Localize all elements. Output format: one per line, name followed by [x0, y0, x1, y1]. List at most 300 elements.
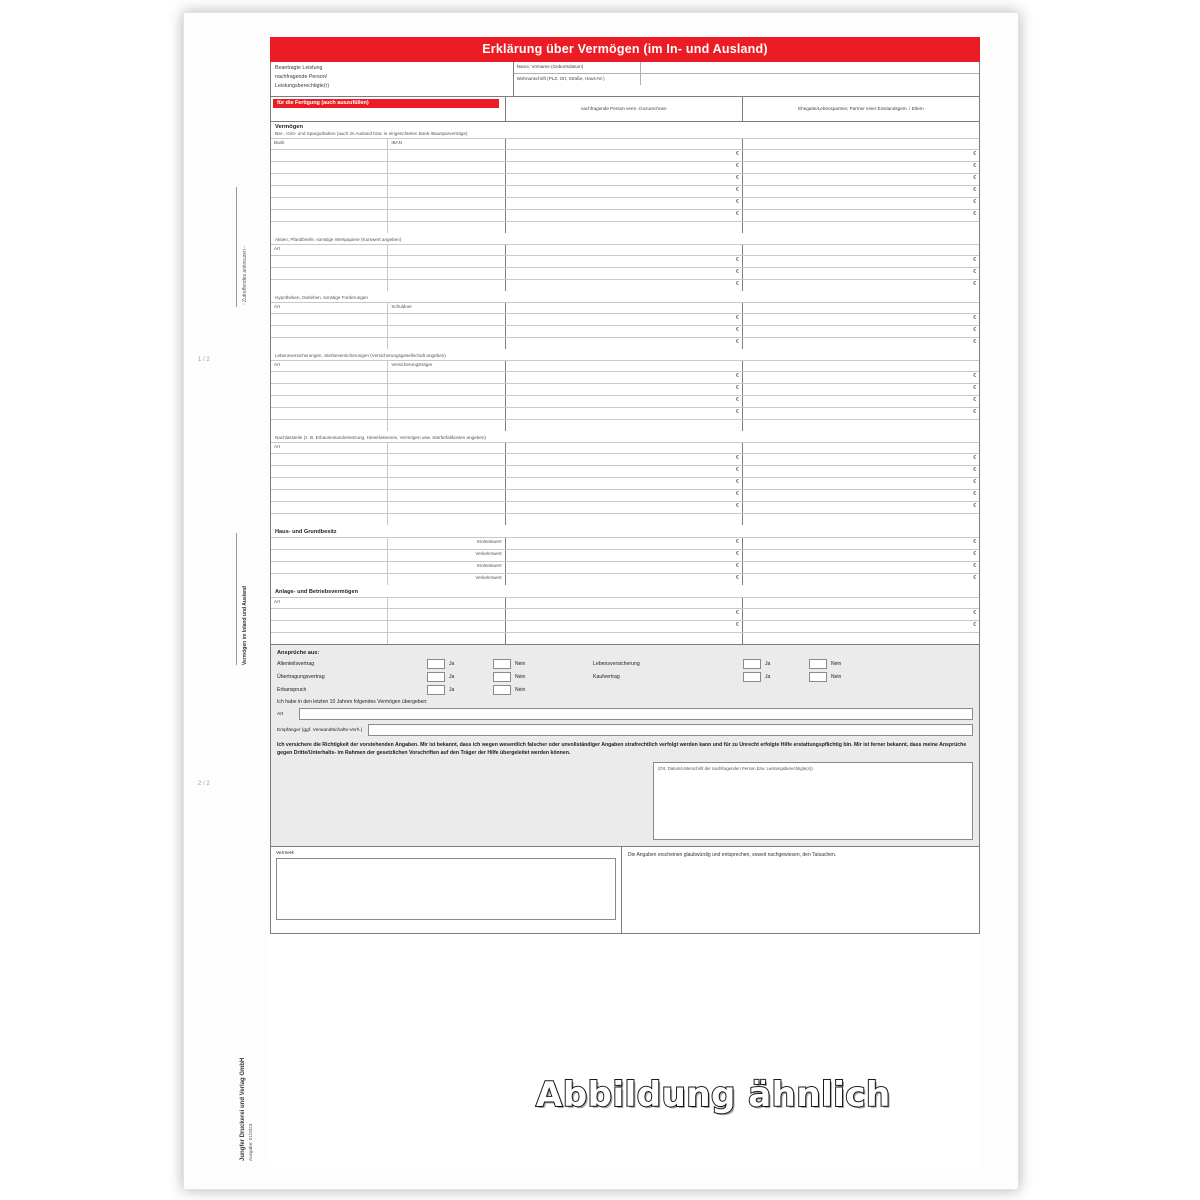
- group-0-head-c3: [742, 139, 979, 149]
- row-label: Verkehrswert: [475, 551, 502, 557]
- cell-a[interactable]: [271, 372, 388, 383]
- cell-amount-partner[interactable]: [742, 454, 979, 465]
- euro-sign-icon: €: [736, 314, 739, 321]
- group-0-colheads: [271, 138, 979, 149]
- euro-sign-icon: €: [973, 538, 976, 545]
- group-1-colheads: [271, 244, 979, 255]
- cell-b[interactable]: [388, 633, 504, 644]
- table-row[interactable]: [271, 371, 979, 383]
- cell-amount-person[interactable]: [505, 280, 742, 291]
- cell-a[interactable]: [271, 314, 388, 325]
- checkbox-altenteilsvertrag-nein[interactable]: [493, 659, 511, 669]
- cell-amount-person[interactable]: [505, 408, 742, 419]
- cell-a[interactable]: [271, 326, 388, 337]
- euro-sign-icon: €: [736, 256, 739, 263]
- checkbox-kaufvertrag-nein[interactable]: [809, 672, 827, 682]
- checkbox-label-nein: Nein: [515, 687, 526, 694]
- euro-sign-icon: €: [736, 150, 739, 157]
- claim-row-uebertragungsvertrag: [277, 672, 973, 682]
- cell-amount-partner[interactable]: [742, 550, 979, 561]
- cell-amount-partner[interactable]: [742, 314, 979, 325]
- table-row[interactable]: [271, 537, 979, 549]
- side-text-edition: Ausgabe: 01/2023: [248, 1123, 253, 1161]
- euro-sign-icon: €: [973, 609, 976, 616]
- group-4-colheads: [271, 442, 979, 453]
- transfer-art-row: [277, 708, 973, 720]
- euro-sign-icon: €: [973, 338, 976, 345]
- form-body: [270, 37, 980, 1167]
- cell-amount-partner[interactable]: [742, 490, 979, 501]
- euro-sign-icon: €: [736, 338, 739, 345]
- group-4-head-c3: [742, 443, 979, 453]
- checkbox-kaufvertrag-ja[interactable]: [743, 672, 761, 682]
- recipient-caption: Empfänger (ggf. Verwandtschafts-Verh.): [277, 727, 363, 733]
- cell-b[interactable]: [388, 280, 504, 291]
- cell-amount-person[interactable]: [505, 562, 742, 573]
- cell-b[interactable]: [388, 198, 504, 209]
- checkbox-uebertragungsvertrag-nein[interactable]: [493, 672, 511, 682]
- claim-row-erbanspruch: [277, 685, 973, 695]
- group-4-head-c2: [505, 443, 742, 453]
- cell-b[interactable]: [388, 268, 504, 279]
- euro-sign-icon: €: [736, 490, 739, 497]
- cell-a[interactable]: [271, 514, 388, 525]
- euro-sign-icon: €: [736, 478, 739, 485]
- group-2-head-c3: [742, 303, 979, 313]
- cell-amount-person[interactable]: [505, 326, 742, 337]
- cell-a[interactable]: [271, 454, 388, 465]
- table-row[interactable]: [271, 173, 979, 185]
- cell-amount-person[interactable]: [505, 550, 742, 561]
- table-row[interactable]: [271, 407, 979, 419]
- cell-b[interactable]: [388, 384, 504, 395]
- cell-amount-partner[interactable]: [742, 384, 979, 395]
- euro-sign-icon: €: [973, 150, 976, 157]
- group-2-col-b: Schuldner: [391, 304, 412, 310]
- claim-label-r0: Lebensversicherung: [593, 660, 640, 667]
- cell-amount-partner[interactable]: [742, 538, 979, 549]
- table-row[interactable]: [271, 255, 979, 267]
- signature-left-spacer: [277, 762, 653, 840]
- cell-amount-person[interactable]: [505, 633, 742, 644]
- cell-b[interactable]: [388, 621, 504, 632]
- cell-amount-person[interactable]: [505, 396, 742, 407]
- cell-amount-person[interactable]: [505, 420, 742, 431]
- cell-amount-person[interactable]: [505, 454, 742, 465]
- cell-amount-partner[interactable]: [742, 256, 979, 267]
- cell-a[interactable]: [271, 210, 388, 221]
- checkbox-erbanspruch-ja[interactable]: [427, 685, 445, 695]
- header-field-name-input[interactable]: [640, 62, 979, 73]
- cell-a[interactable]: [271, 186, 388, 197]
- cell-amount-partner[interactable]: [742, 162, 979, 173]
- header-fields: [513, 62, 979, 96]
- cell-amount-partner[interactable]: [742, 420, 979, 431]
- cell-a[interactable]: [271, 268, 388, 279]
- red-tag-cell: [271, 97, 505, 121]
- group-0-col-a: Bank: [271, 139, 388, 149]
- euro-sign-icon: €: [736, 408, 739, 415]
- cell-a[interactable]: [271, 562, 388, 573]
- row-label: Einheitswert: [477, 563, 502, 569]
- cell-a[interactable]: [271, 150, 388, 161]
- group-6-head-c2: [505, 598, 742, 608]
- cell-b[interactable]: [388, 514, 504, 525]
- cell-b[interactable]: [388, 186, 504, 197]
- cell-amount-person[interactable]: [505, 338, 742, 349]
- footer-vermerk-caption: Vermerk: [276, 850, 294, 856]
- table-row[interactable]: [271, 501, 979, 513]
- cell-amount-person[interactable]: [505, 502, 742, 513]
- cell-b[interactable]: [388, 420, 504, 431]
- cell-a[interactable]: [271, 420, 388, 431]
- table-row[interactable]: [271, 337, 979, 349]
- table-row[interactable]: [271, 465, 979, 477]
- group-6-head-c3: [742, 598, 979, 608]
- cell-b[interactable]: [388, 222, 504, 233]
- side-text-publisher: Jungfer Druckerei und Verlag GmbH: [240, 1057, 246, 1161]
- cell-amount-person[interactable]: [505, 174, 742, 185]
- euro-sign-icon: €: [973, 198, 976, 205]
- cell-amount-partner[interactable]: [742, 562, 979, 573]
- cell-b[interactable]: [388, 454, 504, 465]
- cell-amount-partner[interactable]: [742, 502, 979, 513]
- cell-a[interactable]: [271, 280, 388, 291]
- claim-label-r1: Kaufvertrag: [593, 674, 620, 680]
- cell-amount-person[interactable]: [505, 466, 742, 477]
- checkbox-label-ja: Ja: [765, 674, 771, 680]
- euro-sign-icon: €: [736, 162, 739, 169]
- cell-amount-partner[interactable]: [742, 609, 979, 620]
- table-row[interactable]: [271, 149, 979, 161]
- column-header-person-label: nachfragende Person verm.-/zuzurechnen: [580, 105, 667, 111]
- group-2-col-a: Art: [271, 303, 388, 313]
- group-heading-6: Anlage- und Betriebsvermögen: [275, 588, 358, 595]
- euro-sign-icon: €: [973, 384, 976, 391]
- euro-sign-icon: €: [736, 538, 739, 545]
- claim-label-0: Altenteilsvertrag: [277, 660, 315, 667]
- table-row[interactable]: [271, 513, 979, 525]
- cell-amount-person[interactable]: [505, 621, 742, 632]
- euro-sign-icon: €: [973, 562, 976, 569]
- cell-amount-partner[interactable]: [742, 621, 979, 632]
- cell-amount-partner[interactable]: [742, 268, 979, 279]
- header-field-address-input[interactable]: [640, 74, 979, 85]
- table-row[interactable]: [271, 383, 979, 395]
- cell-amount-person[interactable]: [505, 538, 742, 549]
- table-row[interactable]: [271, 161, 979, 173]
- euro-sign-icon: €: [736, 198, 739, 205]
- cell-a[interactable]: [271, 174, 388, 185]
- cell-a[interactable]: [271, 633, 388, 644]
- cell-amount-partner[interactable]: [742, 222, 979, 233]
- watermark-label: Abbildung ähnlich: [536, 1075, 891, 1115]
- euro-sign-icon: €: [736, 372, 739, 379]
- table-row[interactable]: [271, 221, 979, 233]
- table-row[interactable]: [271, 209, 979, 221]
- euro-sign-icon: €: [973, 454, 976, 461]
- group-0-col-b: IBAN: [391, 140, 403, 146]
- cell-amount-partner[interactable]: [742, 408, 979, 419]
- cell-b[interactable]: [388, 150, 504, 161]
- cell-a[interactable]: [271, 502, 388, 513]
- euro-sign-icon: €: [973, 314, 976, 321]
- header-field-address[interactable]: [514, 74, 979, 85]
- cell-amount-partner[interactable]: [742, 633, 979, 644]
- euro-sign-icon: €: [973, 408, 976, 415]
- column-header-person: [505, 97, 742, 121]
- group-3-head-c2: [505, 361, 742, 371]
- cell-b[interactable]: [388, 256, 504, 267]
- cell-b[interactable]: [388, 502, 504, 513]
- group-4-col-b: [388, 443, 504, 453]
- cell-b[interactable]: [388, 210, 504, 221]
- cell-amount-partner[interactable]: [742, 466, 979, 477]
- euro-sign-icon: €: [736, 621, 739, 628]
- claims-block: [270, 645, 980, 847]
- cell-amount-person[interactable]: [505, 268, 742, 279]
- table-row[interactable]: [271, 313, 979, 325]
- euro-sign-icon: €: [736, 326, 739, 333]
- checkbox-label-ja: Ja: [449, 687, 455, 694]
- group-1-head-c2: [505, 245, 742, 255]
- table-row[interactable]: [271, 185, 979, 197]
- euro-sign-icon: €: [973, 466, 976, 473]
- cell-a[interactable]: [271, 478, 388, 489]
- euro-sign-icon: €: [973, 162, 976, 169]
- cell-amount-person[interactable]: [505, 162, 742, 173]
- cell-b[interactable]: [388, 490, 504, 501]
- checkbox-label-ja: Ja: [449, 660, 455, 667]
- table-row[interactable]: [271, 325, 979, 337]
- cell-amount-partner[interactable]: [742, 338, 979, 349]
- cell-amount-person[interactable]: [505, 210, 742, 221]
- cell-amount-person[interactable]: [505, 609, 742, 620]
- group-3-col-a: Art: [271, 361, 388, 371]
- cell-amount-person[interactable]: [505, 256, 742, 267]
- table-row[interactable]: [271, 279, 979, 291]
- checkbox-altenteilsvertrag-ja[interactable]: [427, 659, 445, 669]
- cell-amount-partner[interactable]: [742, 198, 979, 209]
- cell-amount-person[interactable]: [505, 150, 742, 161]
- group-0-head-c2: [505, 139, 742, 149]
- cell-amount-person[interactable]: [505, 222, 742, 233]
- cell-amount-person[interactable]: [505, 478, 742, 489]
- group-4-col-a: Art: [271, 443, 388, 453]
- cell-a[interactable]: [271, 538, 388, 549]
- euro-sign-icon: €: [973, 186, 976, 193]
- group-6-col-b: [388, 598, 504, 608]
- euro-sign-icon: €: [973, 396, 976, 403]
- cell-amount-partner[interactable]: [742, 210, 979, 221]
- checkbox-lebensversicherung-nein[interactable]: [809, 659, 827, 669]
- transfer-art-caption: Art: [277, 711, 284, 717]
- table-row[interactable]: [271, 477, 979, 489]
- group-6-col-a: Art: [271, 598, 388, 608]
- cell-b[interactable]: [388, 338, 504, 349]
- euro-sign-icon: €: [736, 268, 739, 275]
- table-row[interactable]: [271, 561, 979, 573]
- euro-sign-icon: €: [973, 372, 976, 379]
- claim-label-1: Übertragungsvertrag: [277, 674, 325, 680]
- group-heading-0: Bar-, Giro- und Sparguthaben (auch im Ausland bzw. in eingerichteten Bank-/Bausparverträge): [275, 130, 468, 136]
- recipient-row: [277, 724, 973, 736]
- cell-b[interactable]: [388, 478, 504, 489]
- cell-a[interactable]: [271, 490, 388, 501]
- group-3-col-b: Versicherungsträger: [391, 362, 433, 368]
- cell-a[interactable]: [271, 222, 388, 233]
- cell-a[interactable]: [271, 162, 388, 173]
- header-block: [270, 62, 980, 97]
- cell-a[interactable]: [271, 550, 388, 561]
- table-row[interactable]: [271, 620, 979, 632]
- cell-a[interactable]: [271, 338, 388, 349]
- side-rule-middle: [236, 533, 237, 665]
- euro-sign-icon: €: [736, 466, 739, 473]
- cell-amount-partner[interactable]: [742, 326, 979, 337]
- column-header-partner-label: Ehegatte/Lebenspartner, Partner einer Einstandsgem. / Eltern: [798, 105, 924, 111]
- table-row[interactable]: [271, 489, 979, 501]
- cell-b[interactable]: [388, 174, 504, 185]
- table-row[interactable]: [271, 419, 979, 431]
- euro-sign-icon: €: [736, 280, 739, 287]
- row-label: Verkehrswert: [475, 575, 502, 581]
- table-row[interactable]: [271, 197, 979, 209]
- paper-inner: [184, 13, 1018, 1189]
- cell-amount-partner[interactable]: [742, 574, 979, 585]
- group-1-col-b: [388, 245, 504, 255]
- table-row[interactable]: [271, 395, 979, 407]
- column-header-row: [270, 97, 980, 122]
- euro-sign-icon: €: [736, 562, 739, 569]
- cell-a[interactable]: [271, 198, 388, 209]
- transfer-note: Ich habe in den letzten 10 Jahren folgendes Vermögen übergeben:: [277, 699, 428, 706]
- group-heading-5: Haus- und Grundbesitz: [275, 528, 337, 535]
- transfer-art-input[interactable]: [299, 708, 973, 720]
- cell-b[interactable]: [388, 408, 504, 419]
- side-rule-top: [236, 187, 237, 307]
- euro-sign-icon: €: [736, 210, 739, 217]
- checkbox-lebensversicherung-ja[interactable]: [743, 659, 761, 669]
- declaration-text: Ich versichere die Richtigkeit der vorstehenden Angaben. Mir ist bekannt, dass ich wegen wesentlich falscher oder unvollständiger Angaben strafrechtlich verfolgt werden kann und für zu Unrecht erfolgte Hilfe erstattungspflichtig bin. Mir ist ferner bekannt, dass meine Ansprüche gegen Dritte/Unterhalts- im Rahmen der gesetzlichen Vorschriften auf den Träger der Hilfe übergeleitet werden können.: [277, 742, 967, 757]
- group-3-head-c3: [742, 361, 979, 371]
- footer-vermerk-field[interactable]: [276, 858, 616, 920]
- cell-a[interactable]: [271, 574, 388, 585]
- euro-sign-icon: €: [736, 384, 739, 391]
- page-mark-2: 2 / 2: [198, 781, 210, 787]
- cell-amount-partner[interactable]: [742, 372, 979, 383]
- table-row[interactable]: [271, 549, 979, 561]
- euro-sign-icon: €: [736, 454, 739, 461]
- cell-b[interactable]: [388, 396, 504, 407]
- header-field-address-caption: Wohnanschrift (PLZ, Ort, Straße, Haus-Nr.): [516, 76, 605, 81]
- table-row[interactable]: [271, 267, 979, 279]
- cell-amount-partner[interactable]: [742, 150, 979, 161]
- header-label-2: Leistungsberechtigte(r): [275, 83, 330, 90]
- group-1-head-c3: [742, 245, 979, 255]
- section-title-vermoegen: Vermögen: [275, 123, 304, 130]
- table-row[interactable]: [271, 573, 979, 585]
- table-row[interactable]: [271, 608, 979, 620]
- cell-amount-partner[interactable]: [742, 280, 979, 291]
- header-field-name[interactable]: [514, 62, 979, 74]
- footer-block: [270, 847, 980, 934]
- euro-sign-icon: €: [973, 621, 976, 628]
- row-label: Einheitswert: [477, 539, 502, 545]
- euro-sign-icon: €: [736, 396, 739, 403]
- checkbox-label-ja: Ja: [765, 660, 771, 667]
- footer-right-text: Die Angaben erscheinen glaubwürdig und entsprechen, soweit nachgewiesen, den Tatsachen.: [621, 847, 979, 933]
- page-mark-1: 1 / 2: [198, 357, 210, 363]
- euro-sign-icon: €: [736, 174, 739, 181]
- cell-a[interactable]: [271, 621, 388, 632]
- group-heading-1: Aktien, Pfandbriefe, sonstige Wertpapiere (Kurswert angeben): [275, 236, 402, 242]
- cell-amount-partner[interactable]: [742, 478, 979, 489]
- cell-amount-partner[interactable]: [742, 186, 979, 197]
- euro-sign-icon: €: [973, 280, 976, 287]
- cell-amount-person[interactable]: [505, 384, 742, 395]
- table-row[interactable]: [271, 632, 979, 644]
- cell-b[interactable]: [388, 314, 504, 325]
- euro-sign-icon: €: [973, 574, 976, 581]
- cell-a[interactable]: [271, 384, 388, 395]
- cell-amount-person[interactable]: [505, 198, 742, 209]
- euro-sign-icon: €: [973, 174, 976, 181]
- checkbox-erbanspruch-nein[interactable]: [493, 685, 511, 695]
- cell-b[interactable]: [388, 466, 504, 477]
- cell-amount-person[interactable]: [505, 490, 742, 501]
- cell-b[interactable]: [388, 326, 504, 337]
- signature-block: [277, 762, 973, 840]
- euro-sign-icon: €: [973, 478, 976, 485]
- cell-amount-person[interactable]: [505, 514, 742, 525]
- cell-amount-person[interactable]: [505, 372, 742, 383]
- euro-sign-icon: €: [736, 186, 739, 193]
- cell-a[interactable]: [271, 396, 388, 407]
- cell-a[interactable]: [271, 256, 388, 267]
- cell-a[interactable]: [271, 408, 388, 419]
- group-heading-4: Nachlassteile (z. B. Erbauseinandersetzung, Hinterlassenes, Vermögen usw. Sterbefallkosten angeben): [275, 434, 486, 440]
- euro-sign-icon: €: [973, 490, 976, 497]
- checkbox-label-nein: Nein: [831, 674, 842, 680]
- cell-amount-person[interactable]: [505, 574, 742, 585]
- cell-b[interactable]: [388, 162, 504, 173]
- cell-a[interactable]: [271, 466, 388, 477]
- cell-amount-person[interactable]: [505, 314, 742, 325]
- checkbox-label-nein: Nein: [515, 674, 526, 680]
- cell-a[interactable]: [271, 609, 388, 620]
- euro-sign-icon: €: [973, 502, 976, 509]
- cell-b[interactable]: [388, 609, 504, 620]
- table-row[interactable]: [271, 453, 979, 465]
- checkbox-label-nein: Nein: [515, 660, 526, 667]
- cell-amount-partner[interactable]: [742, 174, 979, 185]
- group-heading-2: Hypotheken, Darlehen, sonstige Forderungen: [275, 294, 368, 300]
- checkbox-uebertragungsvertrag-ja[interactable]: [427, 672, 445, 682]
- group-heading-3: Lebensversicherungen, Sterbeversicherungen (Versicherungsgesellschaft angeben): [275, 352, 446, 358]
- cell-amount-person[interactable]: [505, 186, 742, 197]
- cell-amount-partner[interactable]: [742, 396, 979, 407]
- signature-box[interactable]: [653, 762, 973, 840]
- cell-b[interactable]: [388, 372, 504, 383]
- recipient-input[interactable]: [368, 724, 973, 736]
- footer-left: [271, 847, 621, 933]
- euro-sign-icon: €: [973, 210, 976, 217]
- side-text-middle: Vermögen im Inland und Ausland: [242, 586, 248, 665]
- euro-sign-icon: €: [736, 574, 739, 581]
- cell-amount-partner[interactable]: [742, 514, 979, 525]
- euro-sign-icon: €: [736, 502, 739, 509]
